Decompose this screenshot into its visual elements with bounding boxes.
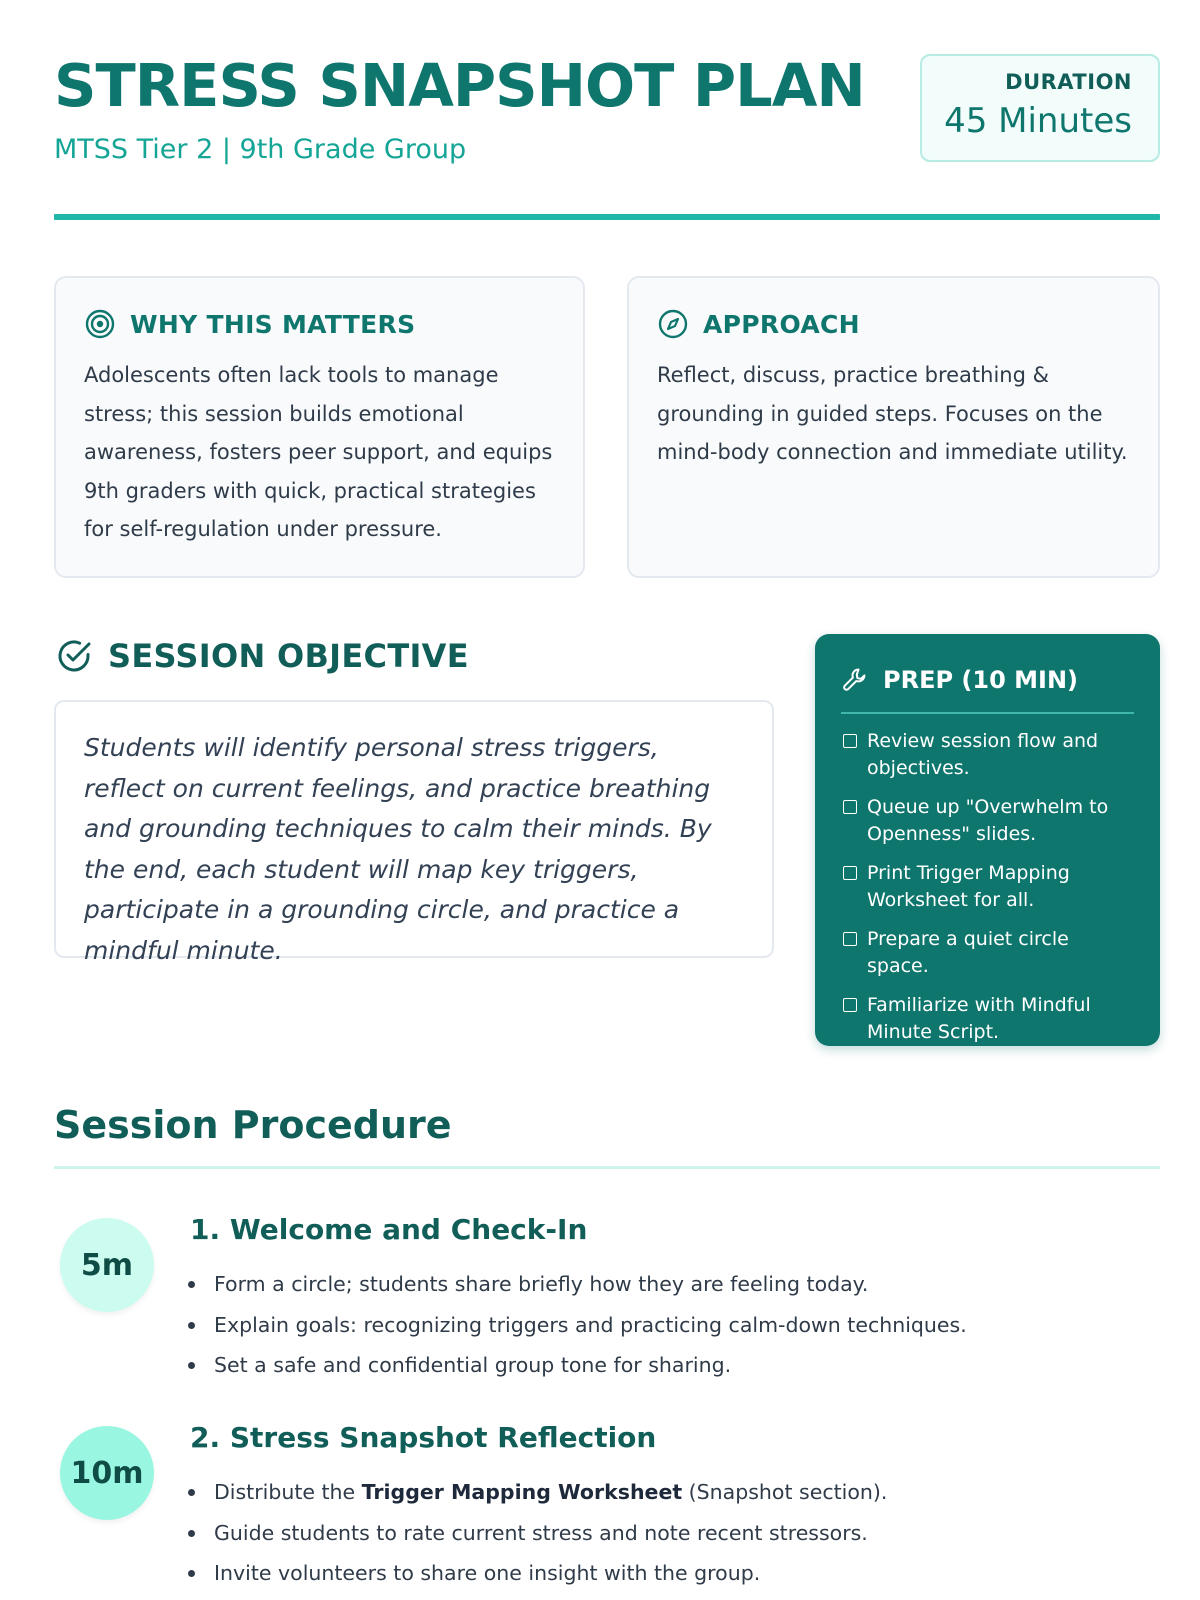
duration-box: [920, 54, 1160, 162]
prep-title: PREP (10 MIN): [883, 666, 1078, 694]
step-bullet-text: (Snapshot section).: [682, 1480, 888, 1504]
prep-panel: [815, 634, 1160, 1046]
checkbox-icon[interactable]: [843, 998, 857, 1012]
step-bullet: Explain goals: recognizing triggers and practicing calm-down techniques.: [214, 1305, 967, 1346]
header-divider: [54, 214, 1160, 220]
prep-item-label: Familiarize with Mindful Minute Script.: [867, 994, 1091, 1043]
step-bullet-text: Distribute the: [214, 1480, 362, 1504]
step-bullet: [214, 1472, 887, 1513]
time-badge: 5m: [60, 1218, 154, 1312]
objective-box: [54, 700, 774, 965]
duration-value: 45 Minutes: [944, 101, 1132, 141]
checkbox-icon[interactable]: [843, 734, 857, 748]
step-bullet: Invite volunteers to share one insight with the group.: [214, 1553, 887, 1594]
procedure-title: Session Procedure: [54, 1103, 452, 1147]
step-bullet: Guide students to rate current stress and note recent stressors.: [214, 1513, 887, 1554]
prep-item[interactable]: [841, 992, 1134, 1046]
time-badge: 10m: [60, 1426, 154, 1520]
approach-card-title: APPROACH: [703, 309, 860, 339]
compass-icon: [657, 308, 689, 340]
worksheet-name: Trigger Mapping Worksheet: [361, 1480, 683, 1504]
prep-item[interactable]: [841, 794, 1134, 848]
approach-card-text: Reflect, discuss, practice breathing & grounding in guided steps. Focuses on the mind-body connection and immediate utility.: [657, 363, 1128, 464]
wrench-icon: [841, 666, 869, 694]
prep-item[interactable]: [841, 926, 1134, 980]
prep-item-label: Print Trigger Mapping Worksheet for all.: [867, 862, 1070, 911]
step-bullet: Set a safe and confidential group tone for sharing.: [214, 1345, 967, 1386]
checkbox-icon[interactable]: [843, 932, 857, 946]
checkbox-icon[interactable]: [843, 800, 857, 814]
prep-header: [841, 662, 1134, 714]
prep-item-label: Queue up "Overwhelm to Openness" slides.: [867, 796, 1109, 845]
why-card-text: Adolescents often lack tools to manage stress; this session builds emotional awareness, fosters peer support, and equips 9th graders with quick, practical strategies for self-regulation under pressure.: [84, 363, 553, 541]
approach-card: [627, 276, 1160, 578]
step-title: 1. Welcome and Check-In: [190, 1213, 588, 1246]
why-card-title: WHY THIS MATTERS: [130, 309, 416, 339]
why-this-matters-card: [54, 276, 585, 578]
lesson-plan-page: [54, 0, 1160, 1600]
target-icon: [84, 308, 116, 340]
objective-title: SESSION OBJECTIVE: [108, 637, 469, 675]
objective-text: Students will identify personal stress triggers, reflect on current feelings, and practice breathing and grounding techniques to calm their minds. By the end, each student will map key triggers, participate in a grounding circle, and practice a mindful minute.: [84, 733, 712, 965]
prep-item-label: Review session flow and objectives.: [867, 730, 1099, 779]
procedure-divider: [54, 1166, 1160, 1169]
check-circle-icon: [54, 636, 94, 676]
step-bullet: Form a circle; students share briefly how they are feeling today.: [214, 1264, 967, 1305]
step-bullets: [214, 1264, 967, 1386]
prep-item-label: Prepare a quiet circle space.: [867, 928, 1069, 977]
why-card-header: [84, 306, 557, 342]
prep-checklist: [841, 728, 1134, 1046]
step-title: 2. Stress Snapshot Reflection: [190, 1421, 657, 1454]
prep-item[interactable]: [841, 860, 1134, 914]
checkbox-icon[interactable]: [843, 866, 857, 880]
approach-card-header: [657, 306, 1132, 342]
duration-label: DURATION: [1005, 70, 1132, 94]
page-title: STRESS SNAPSHOT PLAN: [54, 51, 865, 120]
step-bullets: [214, 1472, 887, 1594]
objective-header: [54, 634, 469, 678]
page-subtitle: MTSS Tier 2 | 9th Grade Group: [54, 134, 467, 165]
prep-item[interactable]: [841, 728, 1134, 782]
